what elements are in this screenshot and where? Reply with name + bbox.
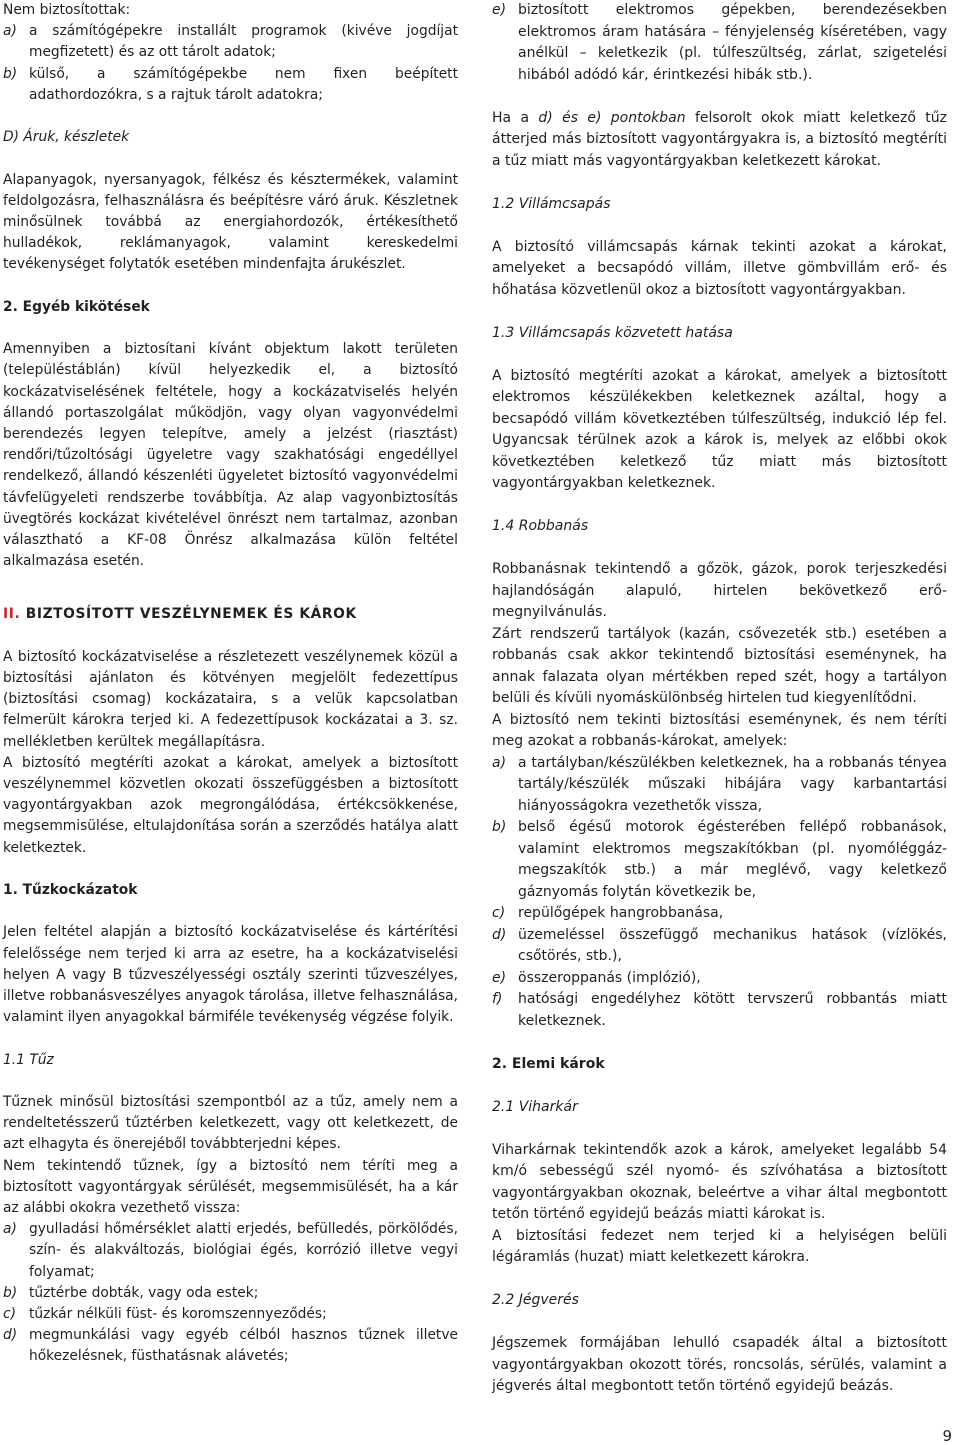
list-letter: b)	[492, 819, 507, 835]
fire-paragraph: Nem tekintendő tűznek, így a biztosító nem téríti meg a biztosított vagyontárgyak sérülését, megsemmisülését, ha a kár az alábbi okokra vezethető vissza:	[3, 1157, 458, 1217]
list-letter: c)	[492, 905, 506, 921]
list-item	[3, 64, 458, 106]
list-item	[492, 817, 947, 903]
reference-paragraph	[492, 108, 947, 173]
list-letter: d)	[3, 1327, 18, 1344]
list-item	[492, 0, 947, 86]
explosion-paragraph: Zárt rendszerű tartályok (kazán, csővezeték stb.) esetében a robbanás csak akkor tekintendő biztosítási eseménynek, ha annak falazata olyan mértékben reped szét, hogy a tartályon belüli és kívüli nyomáskülönbség hirtelen tud kiegyenlítődni.	[492, 625, 947, 706]
list-text: a tartályban/készülékben keletkeznek, ha a robbanás tényea tartály/készülék műszaki hibájára vagy karbantartási hiányosságokra vezethetők vissza,	[518, 754, 947, 814]
lightning-body: A biztosító villámcsapás kárnak tekinti azokat a károkat, amelyeket a becsapódó villám, illetve gömbvillám erő- és hőhatása közvetlenül okoz a biztosított vagyontárgyakban.	[492, 238, 947, 298]
list-letter: b)	[3, 65, 18, 82]
storm-paragraph: A biztosítási fedezet nem terjed ki a helyiségen belüli légáramlás (huzat) miatt keletkezett károkra.	[492, 1227, 947, 1265]
goods-heading: D) Áruk, készletek	[3, 129, 130, 146]
list-item	[3, 1283, 458, 1304]
goods-body: Alapanyagok, nyersanyagok, félkész és késztermékek, valamint feldolgozásra, felhasználásra és beépítésre váró áruk. Készletnek minősülnek továbbá az energiahordozók, értékesíthető hulladékok, reklámanyagok, valamint kereskedelmi tevékenységet folytatók esetében mindenfajta árukészlet.	[3, 171, 458, 273]
list-letter: b)	[3, 1284, 18, 1301]
list-text: tűztérbe dobták, vagy oda estek;	[29, 1284, 259, 1301]
page-number: 9	[942, 1427, 952, 1445]
section-title-text: BIZTOSÍTOTT VESZÉLYNEMEK ÉS KÁROK	[25, 606, 357, 623]
section-title	[3, 604, 458, 625]
storm-heading: 2.1 Viharkár	[492, 1098, 578, 1115]
list-text: gyulladási hőmérséklet alatti erjedés, befülledés, pörkölődés, szín- és alakváltozás, biológiai égés, korrózió illetve vegyi folyamat;	[29, 1221, 458, 1280]
elemental-heading: 2. Elemi károk	[492, 1055, 605, 1072]
list-letter: a)	[3, 1221, 17, 1238]
list-letter: d)	[492, 926, 507, 943]
list-item	[3, 1304, 458, 1325]
list-item	[492, 989, 947, 1032]
list-text: hatósági engedélyhez kötött tervszerű robbantás miatt keletkeznek.	[518, 991, 947, 1029]
list-text: belső égésű motorok égésterében fellépő robbanások, valamint elektromos megszakítókban (pl. nyomóléggáz- megszakítók stb.) a már meglévő, vagy keletkező gáznyomás folytán következik be,	[518, 819, 947, 900]
list-item	[3, 1325, 458, 1367]
list-item	[492, 968, 947, 990]
list-item	[492, 925, 947, 968]
list-text: külső, a számítógépekbe nem fixen beépített adathordozókra, s a rajtuk tárolt adatokra;	[29, 65, 458, 103]
explosion-paragraph: Robbanásnak tekintendő a gőzök, gázok, porok terjeszkedési hajlandóságán alapuló, hirtelen bekövetkező erő-megnyilvánulás.	[492, 561, 947, 620]
other-terms-heading: 2. Egyéb kikötések	[3, 298, 150, 315]
fire-risk-heading: 1. Tűzkockázatok	[3, 882, 138, 899]
list-item	[492, 903, 947, 925]
list-letter: e)	[492, 2, 507, 18]
lightning-heading: 1.2 Villámcsapás	[492, 195, 611, 212]
list-text: a számítógépekre installált programok (kivéve jogdíjat megfizetett) és az ott tárolt adatok;	[29, 23, 458, 61]
explosion-heading: 1.4 Robbanás	[492, 518, 589, 534]
section-paragraph: A biztosító megtéríti azokat a károkat, amelyek a biztosított veszélynemmel közvetlen okozati összefüggésben a biztosított vagyontárgyakban azok megrongálódása, értékcsökkenése, megsemmisülése, eltulajdonítása során a szerződés hatálya alatt keletkeztek.	[3, 754, 458, 856]
ice-heading: 2.2 Jégverés	[492, 1292, 579, 1308]
list-letter: a)	[492, 754, 507, 771]
fire-paragraph: Tűznek minősül biztosítási szempontból az a tűz, amely nem a rendeltetésszerű tűztérben keletkezett, vagy ott keletkezett, de azt elhagyta és önerejéből továbbterjedni képes.	[3, 1094, 458, 1153]
list-text: biztosított elektromos gépekben, berendezésekben elektromos áram hatására – fényjelenség kíséretében, vagy anélkül – keletkezik (pl. túlfeszültség, zárlat, szigetelési hibából adódó kár, érintkezési hibák stb.).	[518, 2, 947, 83]
not-included-heading: Nem biztosítottak:	[3, 2, 131, 18]
section-paragraph: A biztosító kockázatviselése a részletezett veszélynemek közül a biztosítási ajánlaton és kötvényen megjelölt fedezettípus (biztosítási csomag) kockázataira, s a velük kapcsolatban felmerült károkra terjed ki. A fedezettípusok kockázatai a 3. sz. mellékletben kerültek megállapításra.	[3, 648, 458, 750]
lightning-indirect-heading: 1.3 Villámcsapás közvetett hatása	[492, 324, 733, 341]
section-numeral: II.	[3, 606, 21, 623]
list-item	[3, 21, 458, 63]
explosion-paragraph: A biztosító nem tekinti biztosítási eseménynek, és nem téríti meg azokat a robbanás-károkat, amelyek:	[492, 711, 947, 749]
list-text: üzemeléssel összefüggő mechanikus hatások (vízlökés, csőtörés, stb.),	[518, 926, 947, 964]
reference-pre: Ha a	[492, 109, 530, 126]
list-letter: e)	[492, 969, 507, 986]
reference-items: d) és e) pontokban	[538, 109, 686, 126]
list-item	[492, 753, 947, 818]
fire-risk-body: Jelen feltétel alapján a biztosító kockázatviselése és kártérítési felelőssége nem terjed ki arra az esetre, ha a kockázatviselési helyen A vagy B tűzveszélyességi osztály szerinti tűzveszélyes, illetve robbanásveszélyes anyagok tárolása, illetve felhasználása, valamint ilyen anyagokkal bármiféle tevékenység végzése folyik.	[3, 924, 458, 1026]
storm-paragraph: Viharkárnak tekintendők azok a károk, amelyeket legalább 54 km/ó sebességű szél nyomó- és szívóhatása a biztosított vagyontárgyakban okoznak, beleértve a vihar által megbontott tetőn történő egyidejű beázás miatti károkat is.	[492, 1141, 947, 1222]
right-column	[492, 0, 947, 1398]
list-letter: f)	[492, 991, 503, 1007]
lightning-indirect-body: A biztosító megtéríti azokat a károkat, amelyek a biztosított elektromos készülékekben keletkeznek azáltal, hogy a becsapódó villám következtében túlfeszültség, indukció lép fel. Ugyancsak térülnek azok a károk is, melyek az előbbi okok következtében keletkező tűz miatt más biztosított vagyontárgyakban keletkeznek.	[492, 367, 947, 491]
other-terms-body: Amennyiben a biztosítani kívánt objektum lakott területen (településtáblán) kívül helyezkedik el, a biztosító kockázatviselésének feltétele, hogy a kockázatviselés helyén állandó portaszolgálat működjön, vagy olyan vagyonvédelmi berendezés legyen telepítve, amely a jelzést (riasztást) rendőri/tűzoltósági ügyeletre vagy szakhatósági engedéllyel rendelkező, állandó készenléti ügyeletet biztosító vagyonvédelmi távfelügyeleti rendszerbe továbbítja. Az alap vagyonbiztosítás üvegtörés kockázat kivételével önrészt nem tartalmaz, azonban választható a KF-08 Önrész alkalmazása külön feltétel alkalmazása esetén.	[3, 341, 458, 570]
list-item	[3, 1219, 458, 1283]
list-text: tűzkár nélküli füst- és koromszennyeződés;	[29, 1306, 327, 1323]
fire-heading: 1.1 Tűz	[3, 1051, 54, 1068]
ice-body: Jégszemek formájában lehulló csapadék által a biztosított vagyontárgyakban okozott törés, roncsolás, sérülés, valamint a jégverés által megbontott tetőn történő egyidejű beázás.	[492, 1335, 947, 1394]
reference-post: felsorolt okok miatt keletkező tűz átterjed más biztosított vagyontárgyakra is, a biztosító megtéríti a tűz miatt más vagyontárgyakban keletkezett károkat.	[492, 109, 948, 169]
list-letter: c)	[3, 1306, 16, 1323]
list-letter: a)	[3, 23, 17, 40]
list-text: megmunkálási vagy egyéb célból hasznos tűznek illetve hőkezelésnek, füsthatásnak alávetés;	[29, 1327, 458, 1365]
list-text: repülőgépek hangrobbanása,	[518, 905, 724, 921]
left-column	[3, 0, 458, 1368]
list-text: összeroppanás (implózió),	[518, 969, 701, 986]
